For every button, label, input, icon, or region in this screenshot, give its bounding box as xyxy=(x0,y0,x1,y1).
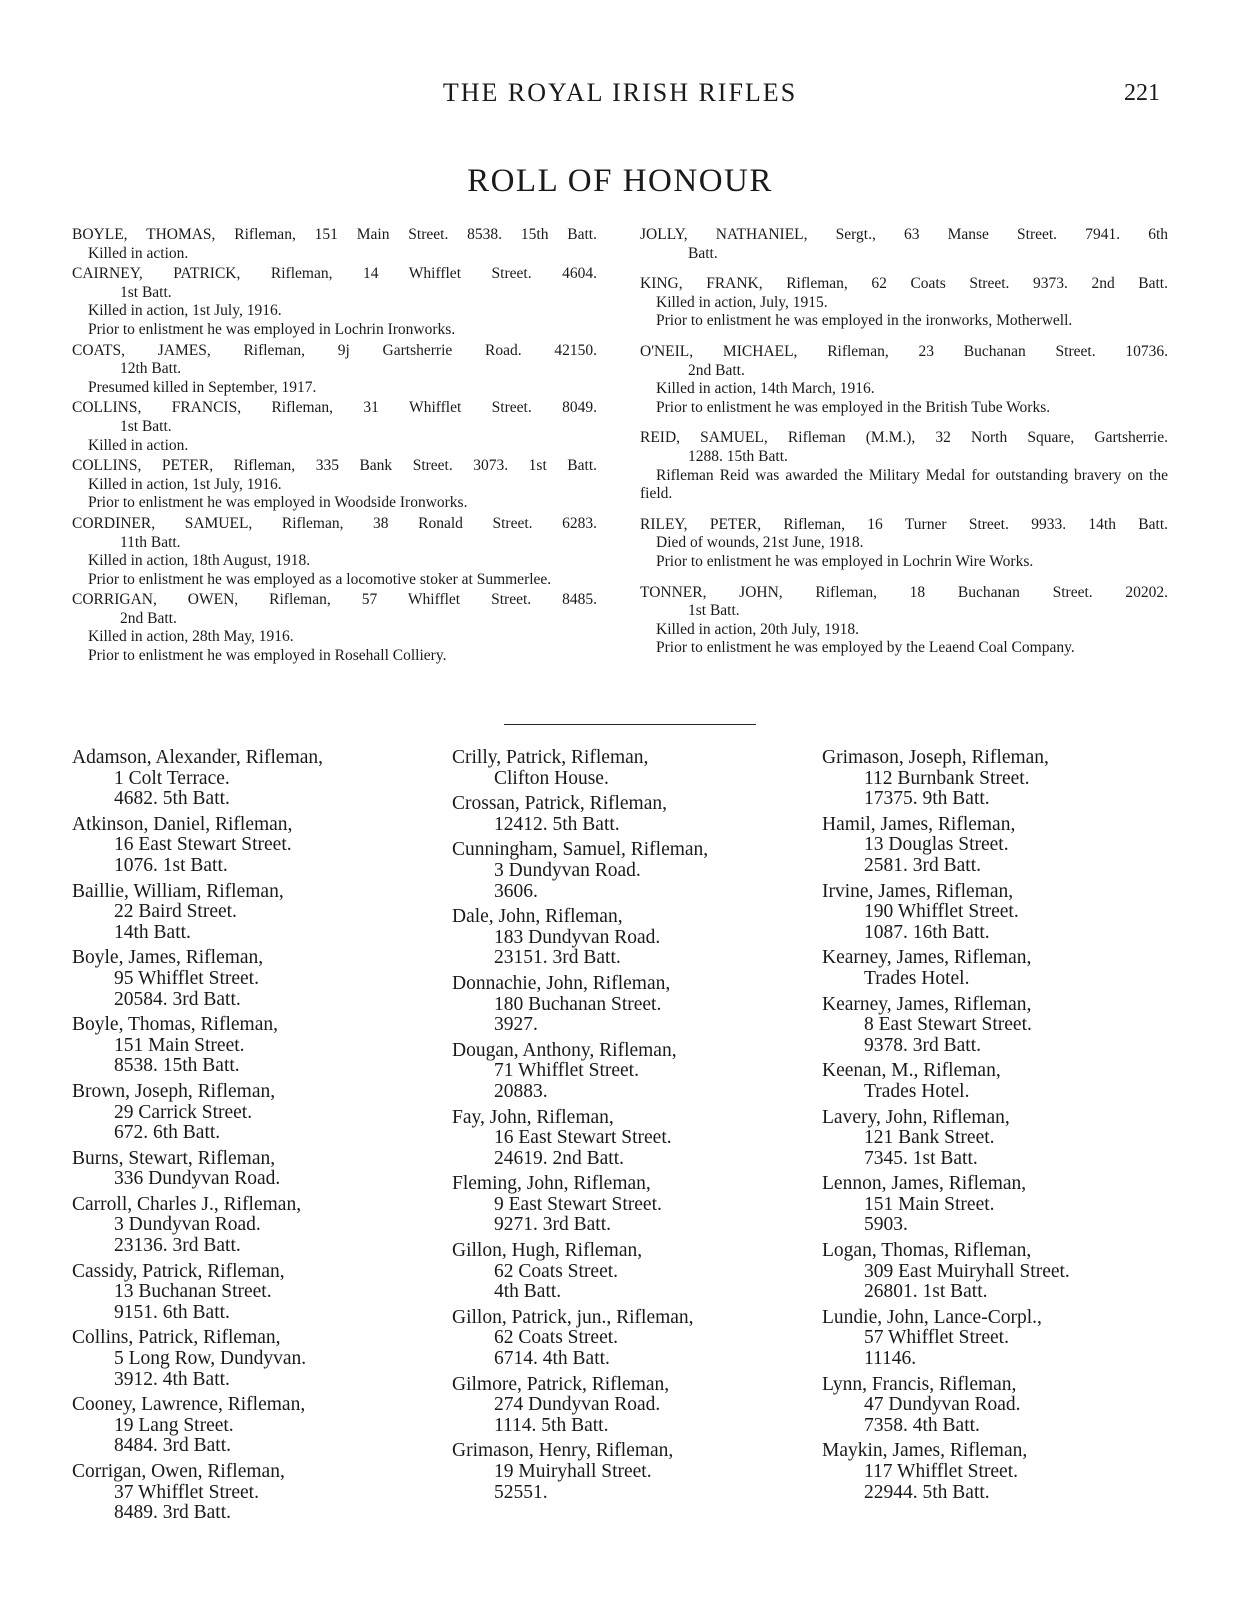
list-item xyxy=(452,1108,802,1170)
entry-battalion: 2nd Batt. xyxy=(688,361,745,379)
person-address: 8 East Stewart Street. xyxy=(864,1014,1032,1036)
entry-heading: JOLLY, NATHANIEL, Sergt., 63 Manse Street. 7941. 6th xyxy=(640,226,1168,243)
entry-note: Rifleman Reid was awarded the Military Medal for outstanding bravery on the field. xyxy=(640,466,1168,503)
person-service-number: 17375. 9th Batt. xyxy=(864,788,990,810)
names-column-3 xyxy=(822,748,1172,1508)
person-service-number: 11146. xyxy=(864,1348,917,1370)
person-address: 16 East Stewart Street. xyxy=(494,1127,672,1149)
entry-heading: CORDINER, SAMUEL, Rifleman, 38 Ronald Street. 6283. xyxy=(72,514,597,532)
honour-column-right xyxy=(640,226,1168,670)
person-service-number: 7358. 4th Batt. xyxy=(864,1414,980,1436)
entry-heading: REID, SAMUEL, Rifleman (M.M.), 32 North Square, Gartsherrie. xyxy=(640,429,1168,447)
person-name: Kearney, James, Rifleman, xyxy=(822,947,1032,969)
honour-entry xyxy=(640,584,1168,658)
entry-note: Prior to enlistment he was employed in Lochrin Wire Works. xyxy=(656,552,1034,570)
list-item xyxy=(452,1241,802,1303)
person-service-number: 3927. xyxy=(494,1014,538,1036)
list-item xyxy=(72,1149,422,1190)
honour-entry xyxy=(640,226,1168,263)
entry-battalion: 1st Batt. xyxy=(120,417,172,435)
list-item xyxy=(452,1174,802,1236)
honour-entry xyxy=(72,399,597,455)
person-address: 1 Colt Terrace. xyxy=(114,767,230,789)
person-name: Irvine, James, Rifleman, xyxy=(822,880,1014,902)
person-service-number: 1114. 5th Batt. xyxy=(494,1414,609,1436)
person-address: 12412. 5th Batt. xyxy=(494,813,620,835)
person-service-number: 24619. 2nd Batt. xyxy=(494,1147,624,1169)
entry-heading: CORRIGAN, OWEN, Rifleman, 57 Whifflet Street. 8485. xyxy=(72,591,597,609)
entry-note: Killed in action, 1st July, 1916. xyxy=(88,302,282,320)
person-address: 16 East Stewart Street. xyxy=(114,834,292,856)
person-address: 57 Whifflet Street. xyxy=(864,1327,1009,1349)
person-name: Cooney, Lawrence, Rifleman, xyxy=(72,1394,306,1416)
entry-battalion: 2nd Batt. xyxy=(120,609,177,627)
entry-heading: KING, FRANK, Rifleman, 62 Coats Street. 9373. 2nd Batt. xyxy=(640,275,1168,293)
person-name: Kearney, James, Rifleman, xyxy=(822,993,1032,1015)
names-column-2 xyxy=(452,748,802,1508)
entry-note: Prior to enlistment he was employed in the British Tube Works. xyxy=(656,398,1051,416)
list-item xyxy=(452,1308,802,1370)
person-name: Dale, John, Rifleman, xyxy=(452,906,623,928)
entry-note: Killed in action, July, 1915. xyxy=(656,293,828,311)
person-address: 19 Muiryhall Street. xyxy=(494,1461,652,1482)
person-name: Boyle, Thomas, Rifleman, xyxy=(72,1014,278,1036)
entry-battalion: 1st Batt. xyxy=(688,602,740,620)
person-name: Baillie, William, Rifleman, xyxy=(72,880,284,902)
entry-heading: TONNER, JOHN, Rifleman, 18 Buchanan Street. 20202. xyxy=(640,583,1168,601)
person-service-number: 3606. xyxy=(494,880,538,902)
list-item xyxy=(72,1328,422,1390)
list-item xyxy=(822,815,1172,877)
person-service-number: 672. 6th Batt. xyxy=(114,1122,221,1144)
person-address: 29 Carrick Street. xyxy=(114,1101,253,1123)
entry-battalion: 11th Batt. xyxy=(120,533,181,551)
person-service-number: 8484. 3rd Batt. xyxy=(114,1435,231,1457)
list-item xyxy=(822,1108,1172,1170)
person-service-number: 20584. 3rd Batt. xyxy=(114,988,241,1010)
list-item xyxy=(72,1195,422,1257)
person-address: 9 East Stewart Street. xyxy=(494,1193,662,1215)
person-name: Logan, Thomas, Rifleman, xyxy=(822,1240,1032,1262)
entry-note: Prior to enlistment he was employed in the ironworks, Motherwell. xyxy=(656,312,1073,330)
person-name: Lennon, James, Rifleman, xyxy=(822,1173,1027,1195)
person-name: Fay, John, Rifleman, xyxy=(452,1106,614,1128)
person-address: Trades Hotel. xyxy=(864,1080,970,1102)
person-name: Crilly, Patrick, Rifleman, xyxy=(452,747,649,768)
person-name: Gilmore, Patrick, Rifleman, xyxy=(452,1373,670,1395)
person-service-number: 1087. 16th Batt. xyxy=(864,921,990,943)
person-service-number: 6714. 4th Batt. xyxy=(494,1348,610,1370)
entry-battalion: 1st Batt. xyxy=(120,283,172,301)
honour-entry xyxy=(72,591,597,665)
list-item xyxy=(452,794,802,835)
person-name: Crossan, Patrick, Rifleman, xyxy=(452,793,668,815)
running-head xyxy=(0,78,1240,112)
person-address: 336 Dundyvan Road. xyxy=(114,1168,281,1190)
person-name: Adamson, Alexander, Rifleman, xyxy=(72,747,324,768)
person-address: 151 Main Street. xyxy=(114,1034,245,1056)
section-title: ROLL OF HONOUR xyxy=(467,163,773,199)
entry-heading: COATS, JAMES, Rifleman, 9j Gartsherrie Road. 42150. xyxy=(72,341,597,359)
list-item xyxy=(72,815,422,877)
list-item xyxy=(452,1441,802,1503)
section-divider xyxy=(504,724,756,725)
person-address: 62 Coats Street. xyxy=(494,1260,619,1282)
list-item xyxy=(72,748,422,810)
entry-heading: BOYLE, THOMAS, Rifleman, 151 Main Street. 8538. 15th Batt. xyxy=(72,226,597,243)
person-address: 117 Whifflet Street. xyxy=(864,1461,1018,1482)
entry-note: Prior to enlistment he was employed in Lochrin Ironworks. xyxy=(88,320,456,338)
person-name: Corrigan, Owen, Rifleman, xyxy=(72,1461,285,1482)
person-name: Lynn, Francis, Rifleman, xyxy=(822,1373,1017,1395)
person-address: 37 Whifflet Street. xyxy=(114,1481,259,1503)
person-service-number: 20883. xyxy=(494,1080,548,1102)
entry-note: Killed in action. xyxy=(88,436,189,454)
entry-heading: COLLINS, PETER, Rifleman, 335 Bank Street. 3073. 1st Batt. xyxy=(72,457,597,475)
person-name: Keenan, M., Rifleman, xyxy=(822,1060,1001,1082)
page-number: 221 xyxy=(1124,80,1160,106)
list-item xyxy=(72,1462,422,1524)
list-item xyxy=(822,1441,1172,1503)
person-address: 3 Dundyvan Road. xyxy=(114,1214,261,1236)
entry-heading: CAIRNEY, PATRICK, Rifleman, 14 Whifflet Street. 4604. xyxy=(72,265,597,283)
list-item xyxy=(452,748,802,789)
honour-entry xyxy=(640,343,1168,417)
person-name: Collins, Patrick, Rifleman, xyxy=(72,1327,281,1349)
person-service-number: 1076. 1st Batt. xyxy=(114,854,228,876)
person-address: 5 Long Row, Dundyvan. xyxy=(114,1348,307,1370)
person-address: 183 Dundyvan Road. xyxy=(494,926,661,948)
entry-note: Killed in action, 28th May, 1916. xyxy=(88,628,294,646)
list-item xyxy=(452,974,802,1036)
honour-entry xyxy=(72,457,597,513)
honour-entry xyxy=(640,429,1168,503)
person-address: 180 Buchanan Street. xyxy=(494,993,662,1015)
person-name: Gillon, Hugh, Rifleman, xyxy=(452,1240,643,1262)
person-address: 112 Burnbank Street. xyxy=(864,767,1030,789)
person-service-number: 8489. 3rd Batt. xyxy=(114,1502,231,1524)
list-item xyxy=(452,907,802,969)
running-title: THE ROYAL IRISH RIFLES xyxy=(442,78,798,107)
person-name: Boyle, James, Rifleman, xyxy=(72,947,264,969)
person-address: 47 Dundyvan Road. xyxy=(864,1394,1021,1416)
entry-note: Killed in action. xyxy=(88,244,189,262)
list-item xyxy=(452,1375,802,1437)
person-name: Gillon, Patrick, jun., Rifleman, xyxy=(452,1306,694,1328)
person-name: Atkinson, Daniel, Rifleman, xyxy=(72,813,293,835)
person-service-number: 3912. 4th Batt. xyxy=(114,1368,230,1390)
list-item xyxy=(822,882,1172,944)
entry-heading: RILEY, PETER, Rifleman, 16 Turner Street. 9933. 14th Batt. xyxy=(640,515,1168,533)
person-service-number: 2581. 3rd Batt. xyxy=(864,854,981,876)
entry-note: Killed in action, 14th March, 1916. xyxy=(656,380,875,398)
entry-note: Killed in action, 1st July, 1916. xyxy=(88,475,282,493)
entry-note: Prior to enlistment he was employed as a locomotive stoker at Summerlee. xyxy=(88,570,552,588)
list-item xyxy=(822,1308,1172,1370)
person-service-number: 9151. 6th Batt. xyxy=(114,1301,230,1323)
person-name: Maykin, James, Rifleman, xyxy=(822,1440,1028,1462)
honour-entry xyxy=(72,265,597,339)
person-service-number: 4682. 5th Batt. xyxy=(114,788,230,810)
person-service-number: 8538. 15th Batt. xyxy=(114,1055,240,1077)
person-name: Lavery, John, Rifleman, xyxy=(822,1106,1010,1128)
list-item xyxy=(452,840,802,902)
entry-note: Presumed killed in September, 1917. xyxy=(88,378,317,396)
person-service-number: 52551. xyxy=(494,1481,548,1503)
person-address: 151 Main Street. xyxy=(864,1193,995,1215)
person-service-number: 9271. 3rd Batt. xyxy=(494,1214,611,1236)
person-name: Lundie, John, Lance-Corpl., xyxy=(822,1306,1042,1328)
honour-column-left xyxy=(72,226,597,668)
entry-note: Prior to enlistment he was employed by the Leaend Coal Company. xyxy=(656,639,1075,657)
list-item xyxy=(822,1061,1172,1102)
person-name: Donnachie, John, Rifleman, xyxy=(452,972,671,994)
list-item xyxy=(72,882,422,944)
person-service-number: 4th Batt. xyxy=(494,1281,562,1303)
person-address: 190 Whifflet Street. xyxy=(864,901,1019,923)
person-name: Fleming, John, Rifleman, xyxy=(452,1173,651,1195)
person-address: 71 Whifflet Street. xyxy=(494,1060,639,1082)
person-name: Cassidy, Patrick, Rifleman, xyxy=(72,1260,285,1282)
person-address: 309 East Muiryhall Street. xyxy=(864,1260,1070,1282)
entry-note: Died of wounds, 21st June, 1918. xyxy=(656,534,864,552)
person-service-number: 9378. 3rd Batt. xyxy=(864,1034,981,1056)
person-service-number: 14th Batt. xyxy=(114,921,191,943)
list-item xyxy=(72,1015,422,1077)
person-address: 62 Coats Street. xyxy=(494,1327,619,1349)
list-item xyxy=(72,948,422,1010)
list-item xyxy=(72,1082,422,1144)
person-service-number: 5903. xyxy=(864,1214,908,1236)
list-item xyxy=(72,1395,422,1457)
list-item xyxy=(72,1262,422,1324)
entry-note: Killed in action, 18th August, 1918. xyxy=(88,552,311,570)
person-address: Clifton House. xyxy=(494,767,609,789)
person-address: 13 Douglas Street. xyxy=(864,834,1009,856)
person-address: 19 Lang Street. xyxy=(114,1414,234,1436)
list-item xyxy=(822,1174,1172,1236)
list-item xyxy=(452,1041,802,1103)
honour-entry xyxy=(72,226,597,263)
person-name: Grimason, Henry, Rifleman, xyxy=(452,1440,674,1462)
person-service-number: 22944. 5th Batt. xyxy=(864,1481,990,1503)
person-service-number: 26801. 1st Batt. xyxy=(864,1281,988,1303)
entry-battalion: 12th Batt. xyxy=(120,360,182,378)
person-service-number: 23136. 3rd Batt. xyxy=(114,1235,241,1257)
person-name: Cunningham, Samuel, Rifleman, xyxy=(452,839,709,861)
honour-entry xyxy=(640,516,1168,572)
person-name: Grimason, Joseph, Rifleman, xyxy=(822,747,1049,768)
honour-entry xyxy=(72,342,597,398)
person-name: Carroll, Charles J., Rifleman, xyxy=(72,1193,302,1215)
entry-note: Killed in action, 20th July, 1918. xyxy=(656,620,860,638)
person-address: 22 Baird Street. xyxy=(114,901,237,923)
entry-battalion: Batt. xyxy=(688,244,718,262)
entry-heading: O'NEIL, MICHAEL, Rifleman, 23 Buchanan Street. 10736. xyxy=(640,342,1168,360)
honour-entry xyxy=(640,275,1168,331)
list-item xyxy=(822,1241,1172,1303)
entry-note: Prior to enlistment he was employed in Rosehall Colliery. xyxy=(88,647,447,665)
entry-note: Prior to enlistment he was employed in Woodside Ironworks. xyxy=(88,494,468,512)
person-service-number: 23151. 3rd Batt. xyxy=(494,947,621,969)
person-address: Trades Hotel. xyxy=(864,967,970,989)
honour-entry xyxy=(72,515,597,589)
entry-battalion: 1288. 15th Batt. xyxy=(688,447,788,465)
person-address: 3 Dundyvan Road. xyxy=(494,859,641,881)
person-address: 13 Buchanan Street. xyxy=(114,1281,272,1303)
list-item xyxy=(822,1375,1172,1437)
person-name: Brown, Joseph, Rifleman, xyxy=(72,1080,276,1102)
entry-heading: COLLINS, FRANCIS, Rifleman, 31 Whifflet Street. 8049. xyxy=(72,399,597,417)
names-column-1 xyxy=(72,748,422,1529)
person-service-number: 7345. 1st Batt. xyxy=(864,1147,978,1169)
person-address: 95 Whifflet Street. xyxy=(114,967,259,989)
person-address: 121 Bank Street. xyxy=(864,1127,995,1149)
person-name: Burns, Stewart, Rifleman, xyxy=(72,1147,276,1169)
list-item xyxy=(822,948,1172,989)
person-address: 274 Dundyvan Road. xyxy=(494,1394,661,1416)
person-name: Dougan, Anthony, Rifleman, xyxy=(452,1039,677,1061)
list-item xyxy=(822,748,1172,810)
person-name: Hamil, James, Rifleman, xyxy=(822,813,1016,835)
list-item xyxy=(822,995,1172,1057)
